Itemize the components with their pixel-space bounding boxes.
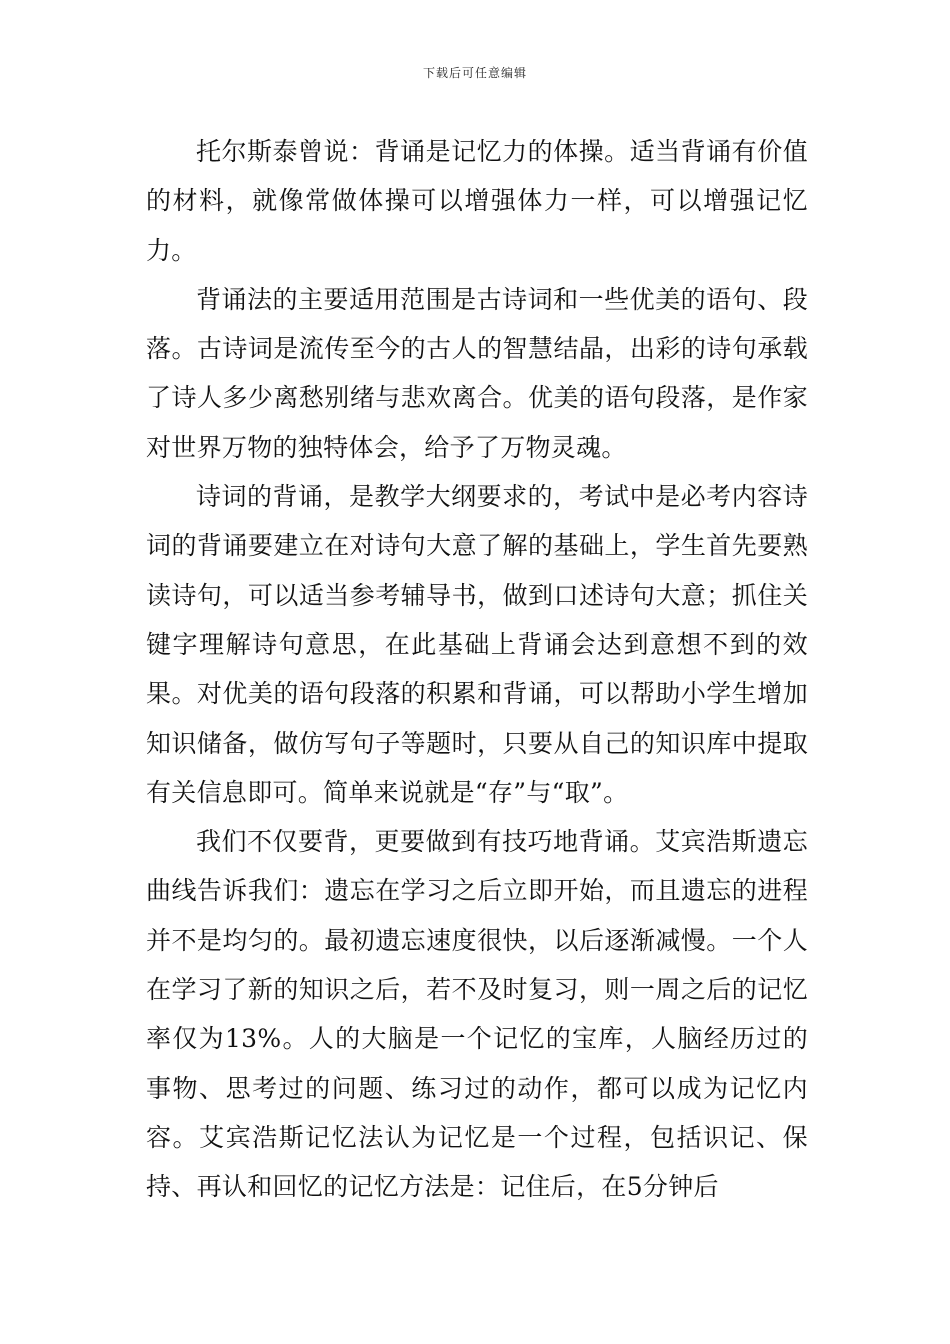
paragraph-tolstoy-quote: 托尔斯泰曾说：背诵是记忆力的体操。适当背诵有价值的材料，就像常做体操可以增强体力一样，可以增强记忆力。 (146, 137, 808, 265)
paragraph-ebbinghaus: 我们不仅要背，更要做到有技巧地背诵。艾宾浩斯遗忘曲线告诉我们：遗忘在学习之后立即开始，而且遗忘的进程并不是均匀的。最初遗忘速度很快，以后逐渐减慢。一个人在学习了新的知识之后，若不及时复习，则一周之后的记忆率仅为13%。人的大脑是一个记忆的宝库，人脑经历过的事物、思考过的问题、练习过的动作，都可以成为记忆内容。艾宾浩斯记忆法认为记忆是一个过程，包括识记、保持、再认和回忆的记忆方法是：记住后，在5分钟后 (146, 827, 808, 1202)
document-body (146, 127, 808, 1212)
page-header: 下载后可任意编辑 (422, 66, 527, 80)
paragraph-poem-recitation: 诗词的背诵，是教学大纲要求的，考试中是必考内容诗词的背诵要建立在对诗句大意了解的基础上，学生首先要熟读诗句，可以适当参考辅导书，做到口述诗句大意；抓住关键字理解诗句意思，在此基础上背诵会达到意想不到的效果。对优美的语句段落的积累和背诵，可以帮助小学生增加知识储备，做仿写句子等题时，只要从自己的知识库中提取有关信息即可。简单来说就是“存”与“取”。 (146, 482, 808, 807)
paragraph-recitation-scope: 背诵法的主要适用范围是古诗词和一些优美的语句、段落。古诗词是流传至今的古人的智慧结晶，出彩的诗句承载了诗人多少离愁别绪与悲欢离合。优美的语句段落，是作家对世界万物的独特体会，给予了万物灵魂。 (146, 284, 808, 462)
